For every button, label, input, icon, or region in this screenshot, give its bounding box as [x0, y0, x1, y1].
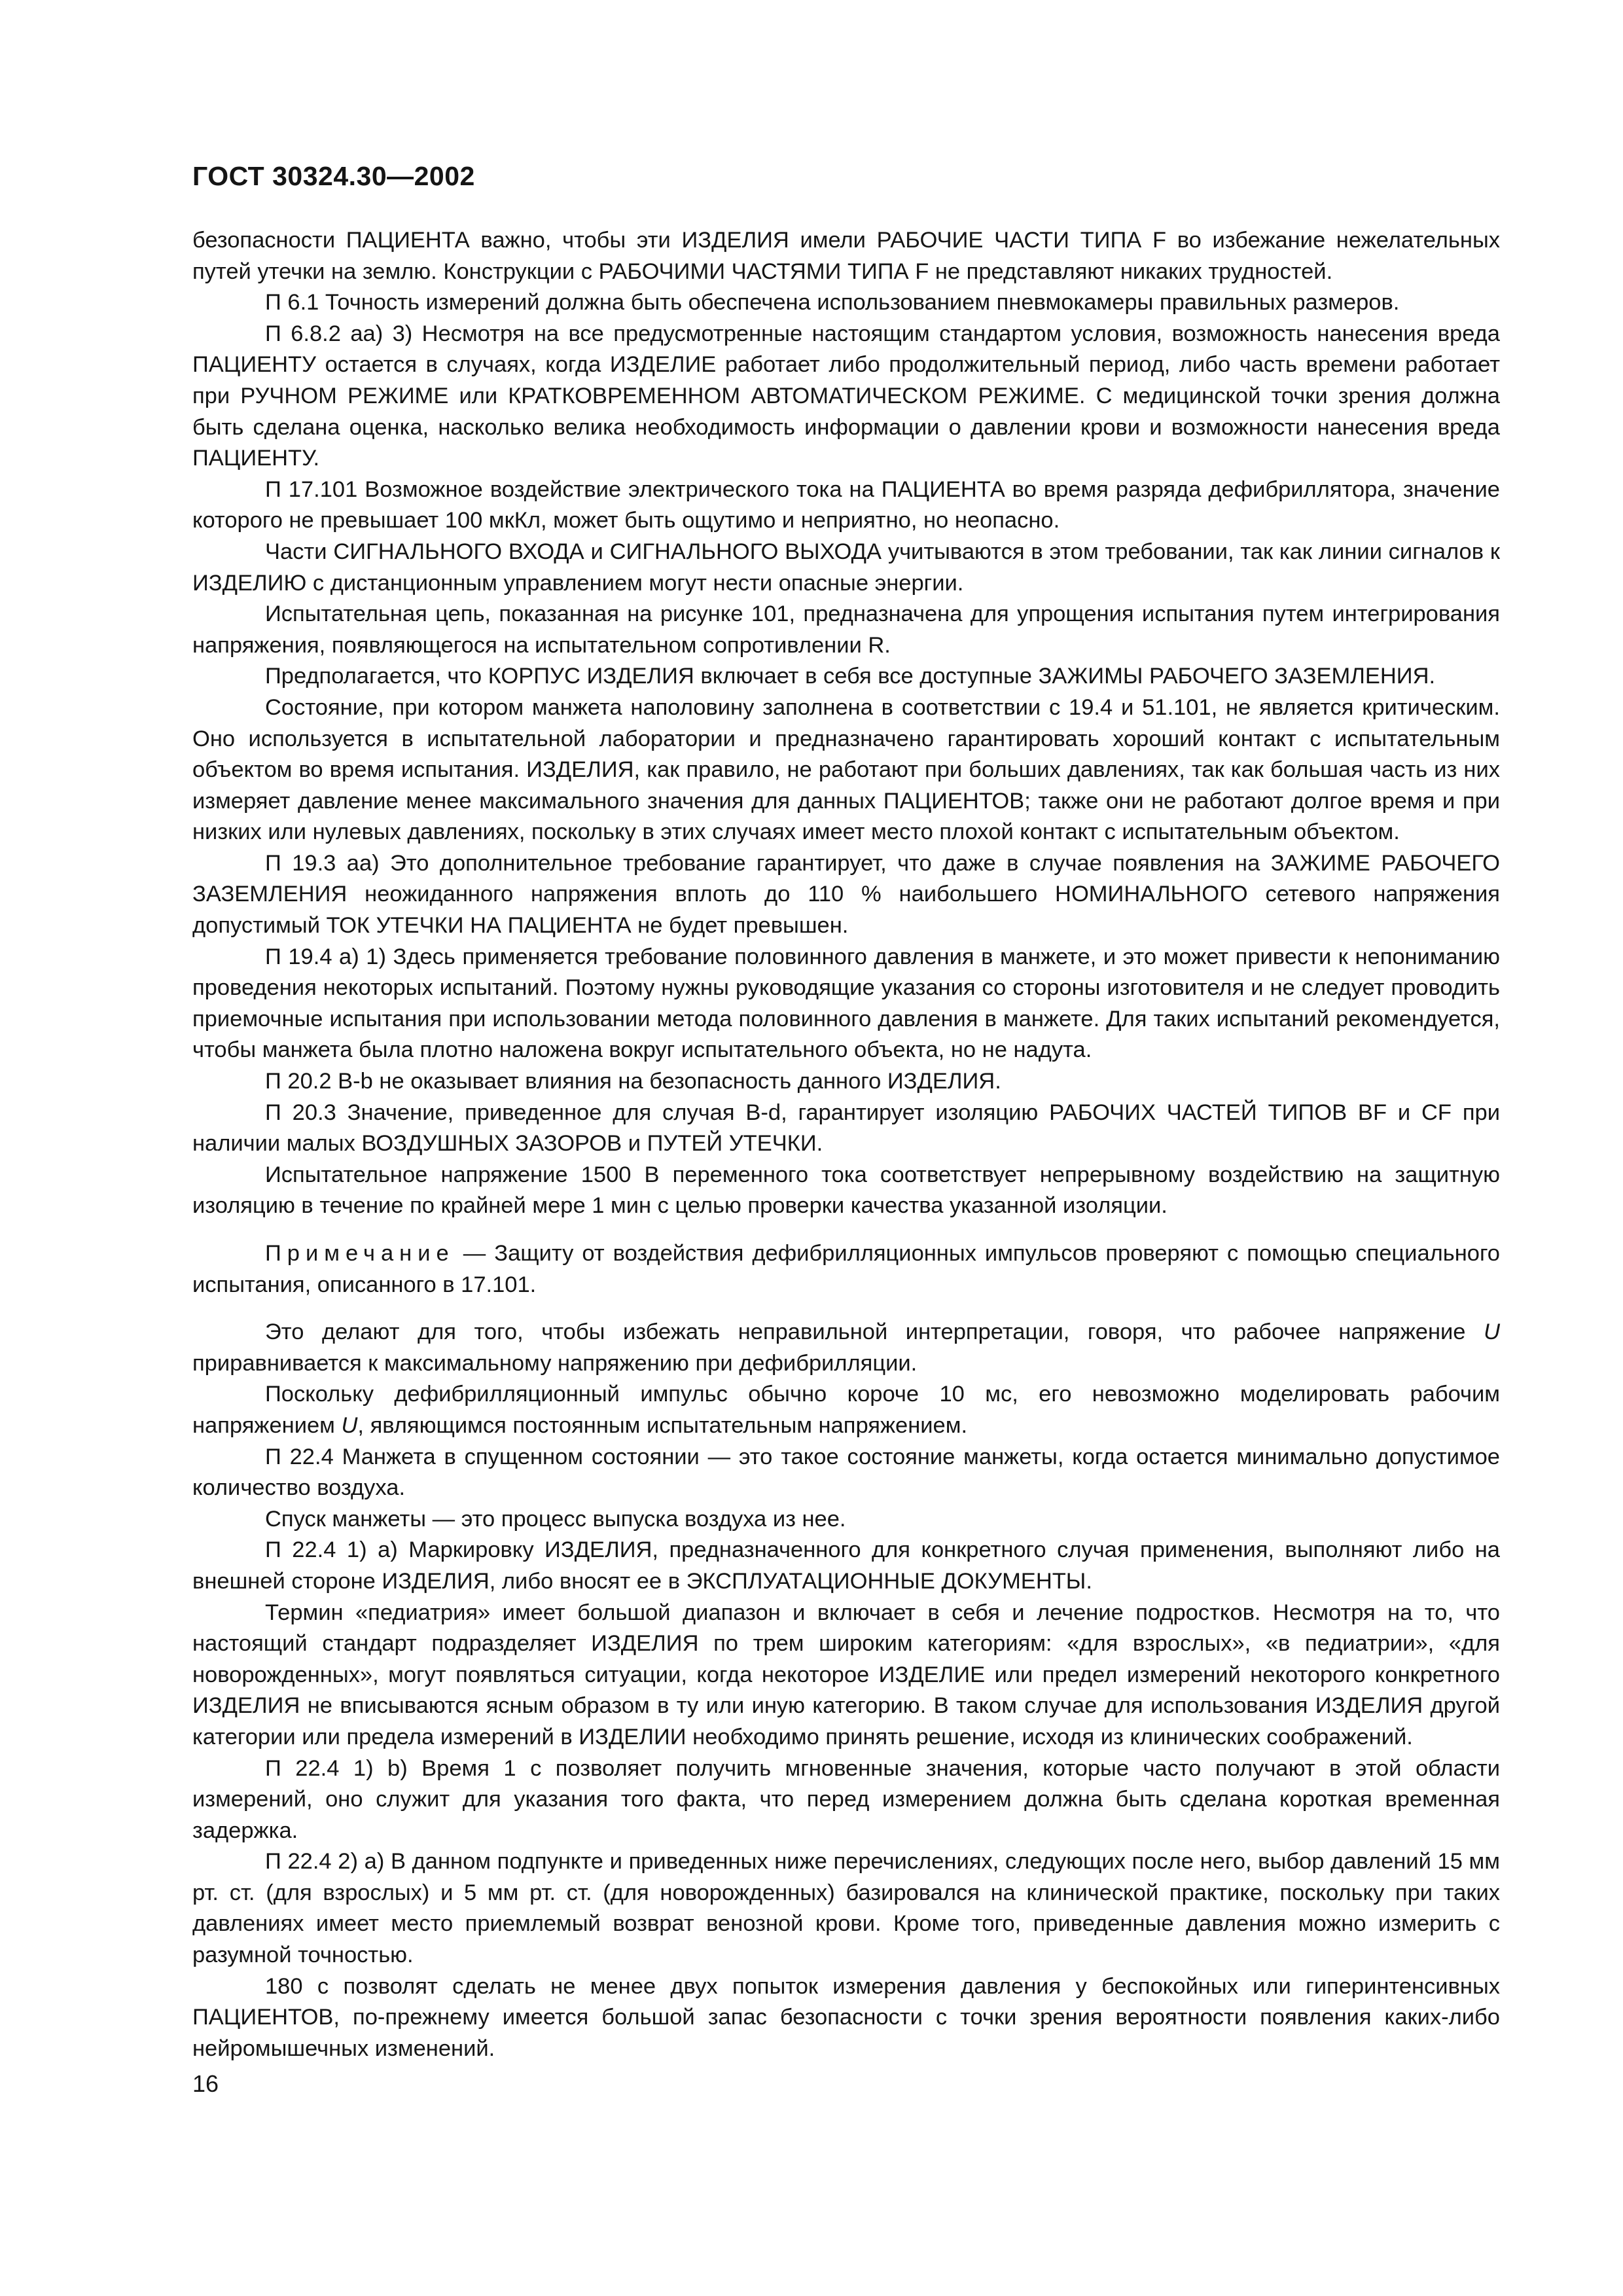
paragraph [192, 1317, 1500, 1379]
paragraph: 180 с позволят сделать не менее двух попыток измерения давления у беспокойных или гиперинтенсивных ПАЦИЕНТОВ, по-прежнему имеется большой запас безопасности с точки зрения вероятности появления каких-либо нейромышечных изменений. [192, 1973, 1500, 2061]
paragraph: Испытательное напряжение 1500 В переменного тока соответствует непрерывному воздействию на защитную изоляцию в течение по крайней мере 1 мин с целью проверки качества указанной изоляции. [192, 1162, 1500, 1219]
paragraph: Термин «педиатрия» имеет большой диапазон и включает в себя и лечение подростков. Несмотря на то, что настоящий стандарт подразделяет ИЗДЕЛИЯ по трем широким категориям: «для взрослых», «в педиатрии», «для новорожденных», могут появляться ситуации, когда некоторое ИЗДЕЛИЕ или предел измерений некоторого конкретного ИЗДЕЛИЯ не вписываются ясным образом в ту или иную категорию. В таком случае для использования ИЗДЕЛИЯ другой категории или предела измерений в ИЗДЕЛИИ необходимо принять решение, исходя из клинических соображений. [192, 1600, 1500, 1749]
voltage-symbol: U [1484, 1319, 1500, 1345]
paragraph: Спуск манжеты — это процесс выпуска воздуха из нее. [265, 1506, 846, 1532]
note-label: Примечание [265, 1241, 455, 1266]
paragraph: П 22.4 1) b) Время 1 с позволяет получить мгновенные значения, которые часто получают в этой области измерений, оно служит для указания того факта, что перед измерением должна быть сделана короткая временная задержка. [192, 1755, 1500, 1843]
document-body [192, 225, 1500, 2064]
voltage-symbol: U [341, 1412, 358, 1438]
page-number: 16 [192, 2070, 219, 2097]
note-text: — Защиту от воздействия дефибрилляционных импульсов проверяют с помощью специального испытания, описанного в 17.101. [192, 1241, 1500, 1297]
paragraph: П 22.4 1) а) Маркировку ИЗДЕЛИЯ, предназначенного для конкретного случая применения, выполняют либо на внешней стороне ИЗДЕЛИЯ, либо вносят ее в ЭКСПЛУАТАЦИОННЫЕ ДОКУМЕНТЫ. [192, 1537, 1500, 1594]
paragraph: П 22.4 Манжета в спущенном состоянии — это такое состояние манжеты, когда остается минимально допустимое количество воздуха. [192, 1444, 1500, 1501]
paragraph: П 19.3 аа) Это дополнительное требование гарантирует, что даже в случае появления на ЗАЖИМЕ РАБОЧЕГО ЗАЗЕМЛЕНИЯ неожиданного напряжения вплоть до 110 % наибольшего НОМИНАЛЬНОГО сетевого напряжения допустимый ТОК УТЕЧКИ НА ПАЦИЕНТА не будет превышен. [192, 850, 1500, 939]
standard-title: ГОСТ 30324.30—2002 [192, 161, 475, 191]
paragraph: Испытательная цепь, показанная на рисунке 101, предназначена для упрощения испытания путем интегрирования напряжения, появляющегося на испытательном сопротивлении R. [192, 601, 1500, 658]
paragraph: Предполагается, что КОРПУС ИЗДЕЛИЯ включает в себя все доступные ЗАЖИМЫ РАБОЧЕГО ЗАЗЕМЛЕНИЯ. [265, 664, 1436, 689]
paragraph: безопасности ПАЦИЕНТА важно, чтобы эти ИЗДЕЛИЯ имели РАБОЧИЕ ЧАСТИ ТИПА F во избежание нежелательных путей утечки на землю. Конструкции с РАБОЧИМИ ЧАСТЯМИ ТИПА F не представляют никаких трудностей. [192, 228, 1500, 284]
paragraph: П 22.4 2) а) В данном подпункте и приведенных ниже перечислениях, следующих после него, выбор давлений 15 мм рт. ст. (для взрослых) и 5 мм рт. ст. (для новорожденных) базировался на клинической практике, поскольку при таких давлениях имеет место приемлемый возврат венозной крови. Кроме того, приведенные давления можно измерить с разумной точностью. [192, 1849, 1500, 1968]
paragraph: П 20.2 B-b не оказывает влияния на безопасность данного ИЗДЕЛИЯ. [265, 1069, 1001, 1094]
paragraph-text: приравнивается к максимальному напряжению при дефибрилляции. [192, 1350, 918, 1376]
paragraph: Поскольку дефибрилляционный импульс обычно короче 10 мс, его невозможно моделировать рабочим напряжением U, являющимся постоянным испытательным напряжением. [192, 1382, 1500, 1438]
paragraph: П 19.4 а) 1) Здесь применяется требование половинного давления в манжете, и это может привести к непониманию проведения некоторых испытаний. Поэтому нужны руководящие указания со стороны изготовителя и не следует проводить приемочные испытания при использовании метода половинного давления в манжете. Для таких испытаний рекомендуется, чтобы манжета была плотно наложена вокруг испытательного объекта, но не надута. [192, 944, 1500, 1063]
note-paragraph [192, 1238, 1500, 1300]
paragraph: Части СИГНАЛЬНОГО ВХОДА и СИГНАЛЬНОГО ВЫХОДА учитываются в этом требовании, так как линии сигналов к ИЗДЕЛИЮ с дистанционным управлением могут нести опасные энергии. [192, 539, 1500, 596]
paragraph: П 20.3 Значение, приведенное для случая B-d, гарантирует изоляцию РАБОЧИХ ЧАСТЕЙ ТИПОВ BF и CF при наличии малых ВОЗДУШНЫХ ЗАЗОРОВ и ПУТЕЙ УТЕЧКИ. [192, 1100, 1500, 1157]
paragraph: Состояние, при котором манжета наполовину заполнена в соответствии с 19.4 и 51.101, не является критическим. Оно используется в испытательной лаборатории и предназначено гарантировать хороший контакт с испытательным объектом во время испытания. ИЗДЕЛИЯ, как правило, не работают при больших давлениях, так как большая часть из них измеряет давление менее максимального значения для данных ПАЦИЕНТОВ; также они не работают долгое время и при низких или нулевых давлениях, поскольку в этих случаях имеет место плохой контакт с испытательным объектом. [192, 694, 1500, 845]
paragraph: П 6.1 Точность измерений должна быть обеспечена использованием пневмокамеры правильных размеров. [265, 290, 1400, 315]
paragraph: П 17.101 Возможное воздействие электрического тока на ПАЦИЕНТА во время разряда дефибриллятора, значение которого не превышает 100 мкКл, может быть ощутимо и неприятно, но неопасно. [192, 476, 1500, 533]
paragraph-text: Это делают для того, чтобы избежать неправильной интерпретации, говоря, что рабочее напряжение [265, 1319, 1484, 1345]
paragraph: П 6.8.2 аа) 3) Несмотря на все предусмотренные настоящим стандартом условия, возможность нанесения вреда ПАЦИЕНТУ остается в случаях, когда ИЗДЕЛИЕ работает либо продолжительный период, либо часть времени работает при РУЧНОМ РЕЖИМЕ или КРАТКОВРЕМЕННОМ АВТОМАТИЧЕСКОМ РЕЖИМЕ. С медицинской точки зрения должна быть сделана оценка, насколько велика необходимость информации о давлении крови и возможности нанесения вреда ПАЦИЕНТУ. [192, 321, 1500, 471]
